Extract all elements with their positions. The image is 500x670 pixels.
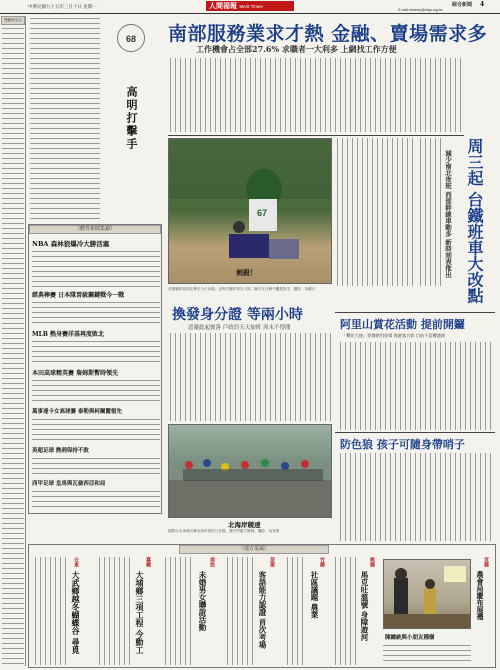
local-title-2: 大埔鄉三項工程 今動工 — [135, 571, 145, 654]
local-item-7 — [383, 557, 493, 667]
local-place-5: 竹縣 — [319, 557, 325, 567]
local-title-5: 社區議題 農業 — [310, 571, 319, 619]
masthead — [0, 0, 500, 14]
wolf-headline: 防色狼 孩子可隨身帶哨子 — [340, 438, 465, 451]
second-headline: 換發身分證 等兩小時 — [172, 307, 303, 323]
lead-divider — [168, 135, 464, 136]
local-place-2: 嘉義 — [145, 557, 151, 567]
local-title-3: 未婚男女聯誼活動 — [198, 571, 207, 631]
local-box — [28, 544, 496, 668]
tree-planting-art — [384, 560, 471, 629]
logo-sub: Merit Times — [239, 4, 263, 9]
local-item-1 — [33, 557, 93, 667]
right-divider-1 — [335, 312, 495, 313]
baseball-caption: 美國職棒春訓比賽在今日登場，克利夫蘭印第安人隊二壘手在比賽中觸殺對手，攝影：美聯社 — [168, 287, 316, 291]
page-number: 4 — [480, 1, 485, 8]
tree-planting-photo — [383, 559, 471, 629]
section-label: 綜合新聞 — [452, 2, 473, 8]
local-title-4: 客語能力認證 首次考場 — [258, 571, 267, 649]
sports-header: 《體育新聞集錦》 — [29, 225, 161, 234]
svg-text:67: 67 — [257, 208, 268, 218]
date-line: 中華民國九十五年三月十日 星期一 — [28, 5, 97, 10]
right-top-body-a — [335, 138, 415, 286]
sports-text-3 — [32, 339, 160, 365]
column-badge — [117, 24, 145, 52]
local-text-6 — [333, 557, 357, 665]
alishan-subhead: 「櫻花大使」掌聲熱烈登場 與遊客合影 目前千島櫻盛開 — [342, 333, 446, 338]
local-text-4 — [225, 557, 255, 665]
cycling-caption: 國際自由車環台賽北海岸段昨日登場，選手們奮力衝刺。攝影：吳世賢 — [168, 529, 280, 533]
local-text-3 — [163, 557, 195, 665]
logo-text: 人間福報 — [209, 1, 237, 10]
tree-planting-text — [383, 643, 471, 663]
local-text-5 — [285, 557, 307, 665]
local-item-4 — [225, 557, 281, 667]
alishan-body — [338, 342, 495, 430]
local-place-4: 苗栗 — [269, 557, 275, 567]
left-strip-body — [2, 26, 24, 666]
alishan-headline: 阿里山賞花活動 提前開鑼 — [340, 318, 465, 331]
sports-text-1 — [32, 249, 160, 287]
local-text-2 — [97, 557, 133, 665]
sports-item-6: 英超足球 熱刺保持不敗 — [32, 448, 89, 454]
local-title-7: 農會局慶布展禮 — [476, 571, 485, 620]
baseball-photo — [168, 138, 332, 284]
baseball-photo-art — [169, 139, 332, 284]
sports-item-7: 西甲足球 皇馬與瓦倫西亞和局 — [32, 481, 106, 487]
cycling-caption-title: 北海岸競速 — [228, 521, 261, 529]
local-place-7: 宜縣 — [483, 557, 489, 567]
column-title: 高明打擊手 — [125, 86, 138, 151]
left-strip-header: 慢跑與生活 — [1, 16, 25, 25]
lead-body — [168, 58, 464, 132]
right-top-body-b — [418, 138, 442, 286]
wolf-body — [338, 453, 495, 541]
local-header: 《地方采風》 — [179, 545, 329, 554]
rail-subhead: 減少南北夜班 西部幹線車動多 新時刻表推出 — [444, 150, 452, 279]
lead-headline: 南部服務業求才熱 金融、賣場需求多 — [168, 23, 488, 45]
email: E-mail:mtnews@mtgs.org.tw — [398, 8, 443, 12]
local-item-2 — [97, 557, 159, 667]
local-place-6: 桃縣 — [369, 557, 375, 567]
local-item-5 — [285, 557, 329, 667]
sports-text-7 — [32, 489, 160, 511]
sports-text-5 — [32, 417, 160, 443]
rail-headline: 周三起 台鐵班車大改點 — [465, 138, 484, 304]
local-title-1: 大武鄉越冬蝴蝶谷 尋覓 — [71, 571, 81, 654]
lead-subhead: 工作機會占全部27.6% 求職者一大利多 上網找工作方便 — [196, 44, 397, 54]
local-title-6: 馬克吐溫號 身障遊河 — [360, 571, 369, 642]
local-text-1 — [33, 557, 69, 665]
sports-text-4 — [32, 378, 160, 404]
local-place-3: 南投 — [209, 557, 215, 567]
baseball-caption-title: 刺殺！ — [236, 268, 257, 277]
right-divider-2 — [335, 432, 495, 433]
sports-text-2 — [32, 300, 160, 326]
cycling-photo — [168, 424, 332, 518]
sports-item-3: MLB 熱身賽洋基再度敗北 — [32, 331, 105, 338]
sports-item-4: 本田高球精英賽 詹姆斯暫時領先 — [32, 370, 119, 377]
sports-box — [28, 224, 162, 514]
local-item-3 — [163, 557, 221, 667]
cycling-photo-art — [169, 425, 332, 518]
column-ad — [103, 16, 163, 223]
sports-item-2: 經典棒賽 日本隊晉級關鍵戰今一戰 — [32, 292, 125, 299]
left-strip — [0, 16, 26, 666]
column-badge-number: 68 — [125, 34, 136, 44]
tree-planting-caption: 陳總統與小朋友種樹 — [385, 635, 435, 641]
sports-item-5: 萬事達卡女高球賽 泰勒與柯爾麗領先 — [32, 409, 122, 415]
sports-item-1: NBA 森林狼爆冷大勝活塞 — [32, 240, 110, 248]
column-text-left — [30, 16, 100, 221]
local-place-1: 台東 — [73, 557, 79, 567]
sports-text-6 — [32, 456, 160, 476]
local-item-6 — [333, 557, 379, 667]
second-body — [168, 333, 332, 421]
second-subhead: 惡靈此起彼落 戶政員天天加班 周末不得閒 — [188, 325, 291, 331]
logo — [206, 1, 294, 11]
